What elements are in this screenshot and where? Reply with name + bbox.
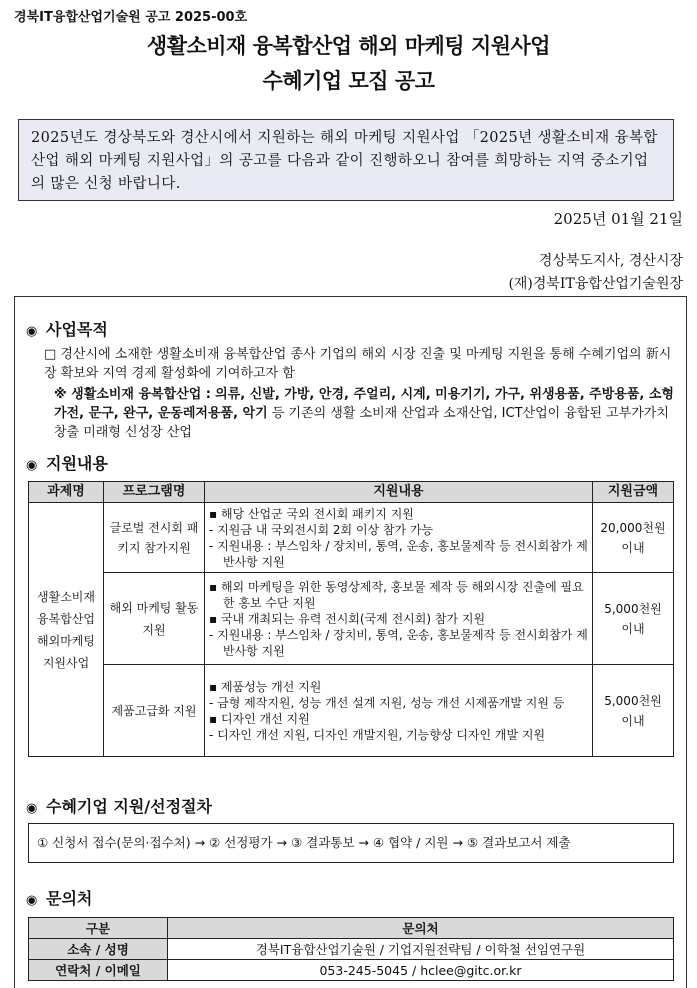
col-amount: 지원금액 <box>593 482 674 503</box>
circle-bullet-icon: ◉ <box>26 801 38 816</box>
contact-table <box>28 917 674 981</box>
content-cell <box>205 503 593 573</box>
section-procedure-heading: ◉ 수혜기업 지원/선정절차 <box>26 797 212 816</box>
program-cell: 해외 마케팅 활동 지원 <box>104 573 205 665</box>
col-task: 과제명 <box>29 482 104 503</box>
section-purpose-heading: ◉ 사업목적 <box>26 320 108 339</box>
content-line: - 금형 제작지원, 성능 개선 설계 지원, 성능 개선 시제품개발 지원 등 <box>209 695 565 710</box>
circle-bullet-icon: ◉ <box>26 458 38 473</box>
purpose-note-rest: 등 기존의 생활 소비재 산업과 소재산업, ICT산업이 융합된 고부가가치 창출 미래형 신성장 산업 <box>54 406 669 440</box>
page-subtitle: 수혜기업 모집 공고 <box>262 69 435 93</box>
circle-bullet-icon: ◉ <box>26 893 38 908</box>
program-cell: 제품고급화 지원 <box>104 665 205 757</box>
content-line: - 지원금 내 국외전시회 2회 이상 참가 가능 <box>209 522 434 537</box>
content-line: ▪ 해외 마케팅을 위한 동영상제작, 홍보물 제작 등 해외시장 진출에 필요한 홍보 수단 지원 <box>209 579 584 610</box>
amount-cell: 5,000천원 이내 <box>593 665 674 757</box>
content-line: ▪ 디자인 개선 지원 <box>209 711 310 726</box>
task-name-cell: 생활소비재 융복합산업 해외마케팅 지원사업 <box>29 503 104 757</box>
circle-bullet-icon: ◉ <box>26 324 38 339</box>
contact-label: 연락처 / 이메일 <box>29 960 168 981</box>
content-line: ▪ 제품성능 개선 지원 <box>209 679 322 694</box>
table-row <box>29 960 674 981</box>
table-row <box>29 503 674 573</box>
section-contact-heading: ◉ 문의처 <box>26 889 93 908</box>
support-table-header <box>29 482 674 503</box>
purpose-note-items: 의류, 신발, 가방, 안경, 주얼리, 시계, 미용기기, 가구, 위생용품, 주방용품, 소형가전, 문구, 완구, 운동레저용품, 악기 <box>54 387 674 421</box>
contact-label: 소속 / 성명 <box>29 939 168 960</box>
issuer-line2: (재)경북IT융합산업기술원장 <box>508 276 683 292</box>
content-line: ▪ 해당 산업군 국외 전시회 패키지 지원 <box>209 506 414 521</box>
intro-box <box>18 119 674 201</box>
issuer-line1: 경상북도지사, 경산시장 <box>538 253 683 269</box>
page-title: 생활소비재 융복합산업 해외 마케팅 지원사업 <box>146 34 551 58</box>
program-cell: 글로벌 전시회 패키지 참가지원 <box>104 503 205 573</box>
contact-header-label: 구분 <box>29 918 168 939</box>
contact-email-value[interactable]: 053-245-5045 / hclee@gitc.or.kr <box>168 960 674 981</box>
procedure-box <box>28 823 674 863</box>
notice-date: 2025년 01월 21일 <box>553 210 683 228</box>
notice-number: 경북IT융합산업기술원 공고 2025-00호 <box>14 10 248 25</box>
content-line: ▪ 국내 개최되는 유력 전시회(국제 전시회) 참가 지원 <box>209 611 486 626</box>
intro-text: 2025년도 경상북도와 경산시에서 지원하는 해외 마케팅 지원사업 「2025년 생활소비재 융복합산업 해외 마케팅 지원사업」의 공고를 다음과 같이 진행하오니 참여를 희망하는 지역 중소기업의 많은 신청 바랍니다. <box>31 130 658 192</box>
content-line: - 지원내용 : 부스임차 / 장치비, 통역, 운송, 홍보물제작 등 전시회참가 제반사항 지원 <box>209 627 588 658</box>
table-row <box>29 939 674 960</box>
col-content: 지원내용 <box>205 482 593 503</box>
purpose-note-label: ※ 생활소비재 융복합산업 : <box>54 387 211 402</box>
purpose-note <box>54 385 674 442</box>
contact-table-header <box>29 918 674 939</box>
table-row <box>29 665 674 757</box>
procedure-text: ① 신청서 접수(문의·접수처) → ② 선정평가 → ③ 결과통보 → ④ 협약 / 지원 → ⑤ 결과보고서 제출 <box>37 835 571 850</box>
purpose-item: □ 경산시에 소재한 생활소비재 융복합산업 종사 기업의 해외 시장 진출 및 마케팅 지원을 통해 수혜기업의 新시장 확보와 지역 경제 활성화에 기여하고자 함 <box>44 347 672 381</box>
col-program: 프로그램명 <box>104 482 205 503</box>
contact-header-value: 문의처 <box>168 918 674 939</box>
amount-cell: 20,000천원 이내 <box>593 503 674 573</box>
content-cell <box>205 573 593 665</box>
table-row <box>29 573 674 665</box>
content-line: - 디자인 개선 지원, 디자인 개발지원, 기능향상 디자인 개발 지원 <box>209 727 546 742</box>
section-support-heading: ◉ 지원내용 <box>26 454 108 473</box>
content-line: - 지원내용 : 부스임차 / 장치비, 통역, 운송, 홍보물제작 등 전시회참가 제반사항 지원 <box>209 538 588 569</box>
support-table <box>28 481 674 757</box>
amount-cell: 5,000천원 이내 <box>593 573 674 665</box>
contact-value: 경북IT융합산업기술원 / 기업지원전략팀 / 이학철 선임연구원 <box>168 939 674 960</box>
content-cell <box>205 665 593 757</box>
